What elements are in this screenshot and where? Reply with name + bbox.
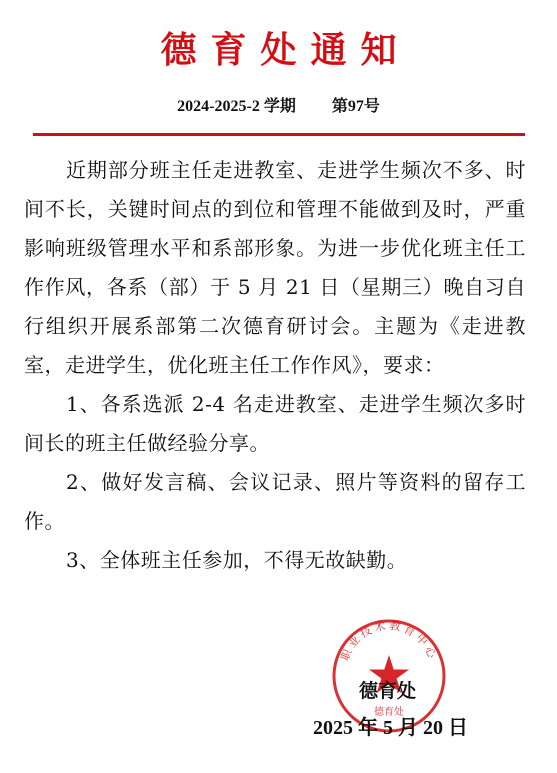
seal-ring-text: 职业技术教育中心 [338,618,440,663]
term-label: 2024-2025-2 学期 [177,98,296,115]
intro-paragraph: 近期部分班主任走进教室、走进学生频次不多、时间不长，关键时间点的到位和管理不能做到及时，严重影响班级管理水平和系部形象。为进一步优化班主任工作作风，各系（部）于 5 月 21 日（星期三）晚自习自行组织开展系部第二次德育研讨会。主题为《走进教室，走进学生，优化班主任工作作风》，要求： [24,158,526,377]
red-divider-line [33,133,525,136]
requirement-item-3: 3、全体班主任参加，不得无故缺勤。 [66,548,408,572]
requirement-item-2: 2、做好发言稿、会议记录、照片等资料的留存工作。 [24,470,526,533]
signer-name: 德育处 [359,680,417,702]
document-title: 德育处通知 [160,29,411,71]
seal-center-text: 德育处 [374,707,404,718]
requirement-item-1: 1、各系选派 2-4 名走进教室、走进学生频次多时间长的班主任做经验分享。 [24,392,526,455]
notice-body [24,151,526,580]
document-number [0,93,557,116]
issue-number: 第97号 [331,98,380,115]
issue-date: 2025 年 5 月 20 日 [313,717,468,739]
